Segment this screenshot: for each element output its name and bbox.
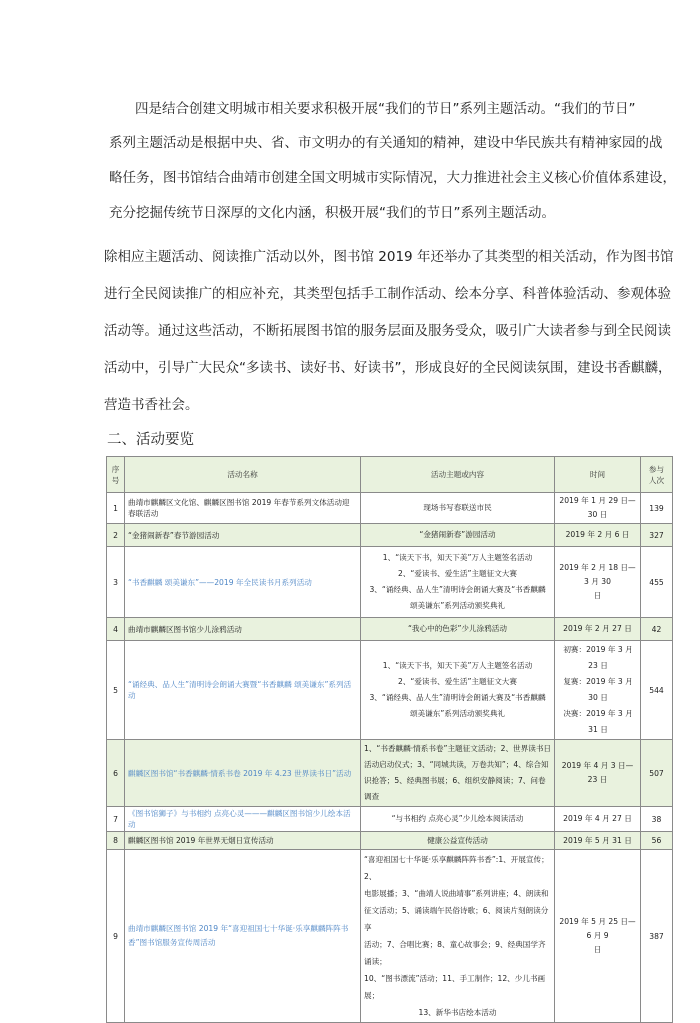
paragraph-line: 四是结合创建文明城市相关要求积极开展“我们的节日”系列主题活动。“我们的节日” [135, 101, 636, 117]
table-row [107, 641, 673, 740]
row-count: 544 [641, 641, 673, 740]
row-time: 2019 年 5 月 25 日—6 月 9 日 [555, 850, 641, 1023]
table-row [107, 524, 673, 547]
row-name: 《图书馆狮子》与书相约 点亮心灵———麒麟区图书馆少儿绘本活动 [125, 807, 361, 832]
row-no: 3 [107, 547, 125, 618]
table-row [107, 832, 673, 850]
row-name: 曲靖市麒麟区图书馆 2019 年“喜迎祖国七十华诞·乐享麒麟阵阵书香”图书馆服务宣传周活动 [125, 850, 361, 1023]
row-count: 139 [641, 493, 673, 524]
row-time: 2019 年 2 月 18 日—3 月 30 日 [555, 547, 641, 618]
table-row [107, 807, 673, 832]
row-time: 2019 年 5 月 31 日 [555, 832, 641, 850]
row-theme: 1、“读天下书，知天下美”万人主题签名活动 2、“爱读书、爱生活”主题征文大赛 3、“诵经典、品人生”清明诗会朗诵大赛及“书香麒麟 颂美谦东”系列活动颁奖典礼 [361, 547, 555, 618]
table-row [107, 850, 673, 1023]
row-name: 曲靖市麒麟区图书馆少儿涂鸦活动 [125, 618, 361, 641]
row-name: “诵经典、品人生”清明诗会朗诵大赛暨“书香麒麟 颂美谦东”系列活动 [125, 641, 361, 740]
row-theme: 现场书写春联送市民 [361, 493, 555, 524]
row-theme: 1、“书香麒麟·情系书卷”主题征文活动；2、世界读书日 活动启动仪式；3、“同城共读，万卷共知”；4、综合知 识抢答；5、经典图书展；6、组织安静阅读；7、问卷调查 [361, 740, 555, 807]
row-time: 2019 年 4 月 27 日 [555, 807, 641, 832]
header-count: 参与 人次 [641, 457, 673, 493]
paragraph-line: 略任务，图书馆结合曲靖市创建全国文明城市实际情况，大力推进社会主义核心价值体系建设， [109, 170, 676, 186]
row-count: 42 [641, 618, 673, 641]
row-time: 2019 年 2 月 6 日 [555, 524, 641, 547]
row-time: 2019 年 4 月 3 日—23 日 [555, 740, 641, 807]
row-theme: 健康公益宣传活动 [361, 832, 555, 850]
row-no: 4 [107, 618, 125, 641]
row-count: 507 [641, 740, 673, 807]
row-time: 初赛：2019 年 3 月 23 日 复赛：2019 年 3 月 30 日 决赛：2019 年 3 月 31 日 [555, 641, 641, 740]
row-count: 387 [641, 850, 673, 1023]
header-theme: 活动主题或内容 [361, 457, 555, 493]
paragraph-line: 充分挖掘传统节日深厚的文化内涵，积极开展“我们的节日”系列主题活动。 [109, 205, 555, 221]
table-header-row [107, 457, 673, 493]
row-no: 5 [107, 641, 125, 740]
row-time: 2019 年 1 月 29 日—30 日 [555, 493, 641, 524]
row-name: “金猪闹新春”春节游园活动 [125, 524, 361, 547]
table-row [107, 547, 673, 618]
table-row [107, 740, 673, 807]
row-name: 麒麟区图书馆“书香麒麟·情系书卷 2019 年 4.23 世界读书日”活动 [125, 740, 361, 807]
header-name: 活动名称 [125, 457, 361, 493]
row-theme: 1、“读天下书，知天下美”万人主题签名活动 2、“爱读书、爱生活”主题征文大赛 3、“诵经典、品人生”清明诗会朗诵大赛及“书香麒麟 颂美谦东”系列活动颁奖典礼 [361, 641, 555, 740]
row-no: 9 [107, 850, 125, 1023]
header-no: 序 号 [107, 457, 125, 493]
row-theme: “与书相约 点亮心灵”少儿绘本阅读活动 [361, 807, 555, 832]
section-heading: 二、活动要览 [107, 432, 194, 448]
activity-table [106, 456, 673, 1023]
row-count: 56 [641, 832, 673, 850]
header-time: 时间 [555, 457, 641, 493]
row-name: 曲靖市麒麟区文化馆、麒麟区图书馆 2019 年春节系列文体活动迎春联活动 [125, 493, 361, 524]
row-count: 327 [641, 524, 673, 547]
paragraph-line: 进行全民阅读推广的相应补充，其类型包括手工制作活动、绘本分享、科普体验活动、参观体验 [104, 286, 671, 302]
row-name: 麒麟区图书馆 2019 年世界无烟日宣传活动 [125, 832, 361, 850]
row-no: 7 [107, 807, 125, 832]
paragraph-line: 活动中，引导广大民众“多读书、读好书、好读书”，形成良好的全民阅读氛围，建设书香麒麟， [104, 360, 672, 376]
row-no: 1 [107, 493, 125, 524]
paragraph-line: 系列主题活动是根据中央、省、市文明办的有关通知的精神，建设中华民族共有精神家园的战 [109, 135, 663, 151]
row-name: “书香麒麟 颂美谦东”——2019 年全民读书月系列活动 [125, 547, 361, 618]
row-theme: “喜迎祖国七十华诞·乐享麒麟阵阵书香”:1、开展宣传；2、 电影展播；3、“曲靖人说曲靖事”系列讲座；4、朗读和 征文活动；5、诵读端午民俗诗歌；6、阅读片刻朗读分享 活动；7、合唱比赛；8、童心故事会；9、经典国学齐诵读； 10、“图书漂流”活动；11、手工制作；12、少儿书画展； 13、新华书店绘本活动 [361, 850, 555, 1023]
row-no: 8 [107, 832, 125, 850]
row-theme: “我心中的色彩”少儿涂鸦活动 [361, 618, 555, 641]
table-row [107, 618, 673, 641]
row-time: 2019 年 2 月 27 日 [555, 618, 641, 641]
row-count: 455 [641, 547, 673, 618]
paragraph-line: 活动等。通过这些活动，不断拓展图书馆的服务层面及服务受众，吸引广大读者参与到全民阅读 [104, 323, 671, 339]
paragraph-line: 除相应主题活动、阅读推广活动以外，图书馆 2019 年还举办了其类型的相关活动，作为图书馆 [104, 249, 674, 265]
row-no: 2 [107, 524, 125, 547]
table-row [107, 493, 673, 524]
row-no: 6 [107, 740, 125, 807]
paragraph-line: 营造书香社会。 [104, 397, 199, 413]
row-count: 38 [641, 807, 673, 832]
row-theme: “金猪闹新春”游园活动 [361, 524, 555, 547]
